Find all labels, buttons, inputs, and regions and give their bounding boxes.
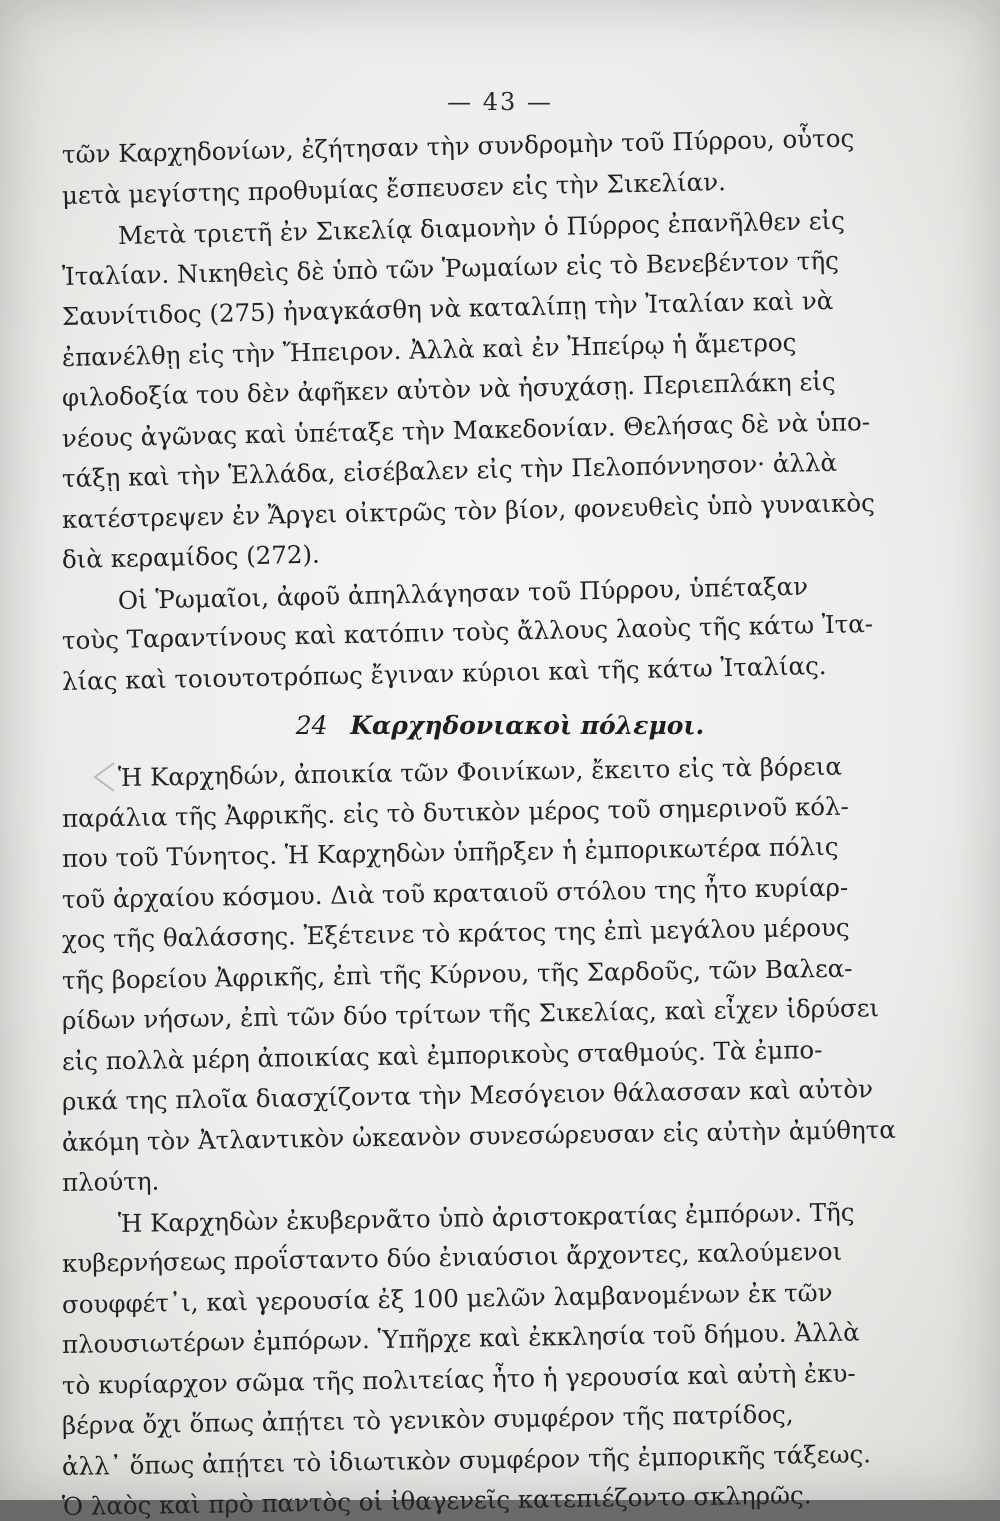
text-line: Ἡ Καρχηδών, ἀποικία τῶν Φοινίκων, ἔκειτο εἰς τὰ βόρεια bbox=[117, 751, 843, 792]
text-line: τῆς βορείου Ἀφρικῆς, ἐπὶ τῆς Κύρνου, τῆς Σαρδοῦς, τῶν Βαλεα- bbox=[61, 953, 853, 995]
text-line: εἰς πολλὰ μέρη ἀποικίας καὶ ἐμπορικοὺς σταθμούς. Τὰ ἐμπο- bbox=[61, 1034, 823, 1076]
text-line: παράλια τῆς Ἀφρικῆς. εἰς τὸ δυτικὸν μέρος τοῦ σημερινοῦ κόλ- bbox=[61, 791, 850, 833]
text-line: Οἱ Ῥωμαῖοι, ἀφοῦ ἀπηλλάγησαν τοῦ Πύρρου, ὑπέταξαν bbox=[117, 571, 809, 615]
text-line: λίας καὶ τοιουτοτρόπως ἔγιναν κύριοι καὶ τῆς κάτω Ἰταλίας. bbox=[61, 650, 827, 696]
page-number: — 43 — bbox=[447, 88, 553, 116]
text-line: πλούτη. bbox=[61, 1166, 160, 1197]
section-number: 24 bbox=[295, 711, 328, 740]
text-line: Μετὰ τριετῆ ἐν Σικελίᾳ διαμονὴν ὁ Πύρρος ἐπανῆλθεν εἰς bbox=[117, 205, 846, 250]
margin-pencil-mark bbox=[92, 761, 116, 793]
text-line: διὰ κεραμίδος (272). bbox=[61, 539, 321, 574]
text-line: τοῦ ἀρχαίου κόσμου. Διὰ τοῦ κραταιοῦ στόλου της ἦτο κυρίαρ- bbox=[61, 872, 849, 914]
text-line: βέρνα ὄχι ὅπως ἀπῄτει τὸ γενικὸν συμφέρον τῆς πατρίδος, bbox=[61, 1399, 794, 1440]
text-line: ἀλλ᾽ ὅπως ἀπῄτει τὸ ἰδιωτικὸν συμφέρον τῆς ἐμπορικῆς τάξεως. bbox=[61, 1438, 872, 1481]
text-line: πλουσιωτέρων ἐμπόρων. Ὑπῆρχε καὶ ἐκκλησία τοῦ δήμου. Ἀλλὰ bbox=[61, 1317, 860, 1359]
text-line: τάξῃ καὶ τὴν Ἑλλάδα, εἰσέβαλεν εἰς τὴν Πελοπόννησον· ἀλλὰ bbox=[61, 447, 838, 493]
text-line: νέους ἀγῶνας καὶ ὑπέταξε τὴν Μακεδονίαν. Θελήσας δὲ νὰ ὑπο- bbox=[61, 406, 871, 453]
text-line: κατέστρεψεν ἐν Ἄργει οἰκτρῶς τὸν βίον, φονευθεὶς ὑπὸ γυναικὸς bbox=[61, 487, 876, 534]
text-line: τὸ κυρίαρχον σῶμα τῆς πολιτείας ἦτο ἡ γερουσία καὶ αὐτὴ ἐκυ- bbox=[61, 1358, 856, 1400]
text-line: Ὁ λαὸς καὶ πρὸ παντὸς οἱ ἰθαγενεῖς κατεπιέζοντο σκληρῶς. bbox=[61, 1480, 812, 1521]
section-title: Καρχηδονιακοὶ πόλεμοι. bbox=[350, 711, 705, 740]
text-line: Ἰταλίαν. Νικηθεὶς δὲ ὑπὸ τῶν Ῥωμαίων εἰς τὸ Βενεβέντον τῆς bbox=[61, 245, 840, 291]
text-line: μετὰ μεγίστης προθυμίας ἔσπευσεν εἰς τὴν Σικελίαν. bbox=[61, 166, 727, 210]
text-line: τοὺς Ταραντίνους καὶ κατόπιν τοὺς ἄλλους λαοὺς τῆς κάτω Ἰτα- bbox=[61, 609, 874, 655]
text-line: που τοῦ Τύνητος. Ἡ Καρχηδὼν ὑπῆρξεν ἡ ἐμπορικωτέρα πόλις bbox=[61, 831, 839, 873]
text-line: ρικά της πλοῖα διασχίζοντα τὴν Μεσόγειον θάλασσαν καὶ αὐτὸν bbox=[61, 1074, 874, 1116]
section-heading bbox=[0, 711, 1000, 740]
text-line: Σαυνίτιδος (275) ἠναγκάσθη νὰ καταλίπῃ τὴν Ἰταλίαν καὶ νὰ bbox=[61, 285, 834, 331]
text-line: φιλοδοξία του δὲν ἀφῆκεν αὐτὸν νὰ ἡσυχάσῃ. Περιεπλάκη εἰς bbox=[61, 366, 836, 412]
text-line: ἀκόμη τὸν Ἀτλαντικὸν ὠκεανὸν συνεσώρευσαν εἰς αὐτὴν ἀμύθητα bbox=[61, 1114, 896, 1157]
text-line: σουφφέτ᾽ι, καὶ γερουσία ἐξ 100 μελῶν λαμβανομένων ἐκ τῶν bbox=[61, 1277, 833, 1319]
text-line: κυβερνήσεως προΐσταντο δύο ἐνιαύσιοι ἄρχοντες, καλούμενοι bbox=[61, 1236, 843, 1278]
text-line: τῶν Καρχηδονίων, ἐζήτησαν τὴν συνδρομὴν τοῦ Πύρρου, οὗτος bbox=[61, 123, 855, 169]
text-line: χος τῆς θαλάσσης. Ἐξέτεινε τὸ κράτος της ἐπὶ μεγάλου μέρους bbox=[61, 912, 850, 954]
text-line: ἐπανέλθῃ εἰς τὴν Ἤπειρον. Ἀλλὰ καὶ ἐν Ἠπείρῳ ἡ ἄμετρος bbox=[61, 327, 797, 372]
text-line: ρίδων νήσων, ἐπὶ τῶν δύο τρίτων τῆς Σικελίας, καὶ εἶχεν ἱδρύσει bbox=[61, 993, 880, 1035]
text-line: Ἡ Καρχηδὼν ἐκυβερνᾶτο ὑπὸ ἀριστοκρατίας ἐμπόρων. Τῆς bbox=[117, 1196, 855, 1238]
